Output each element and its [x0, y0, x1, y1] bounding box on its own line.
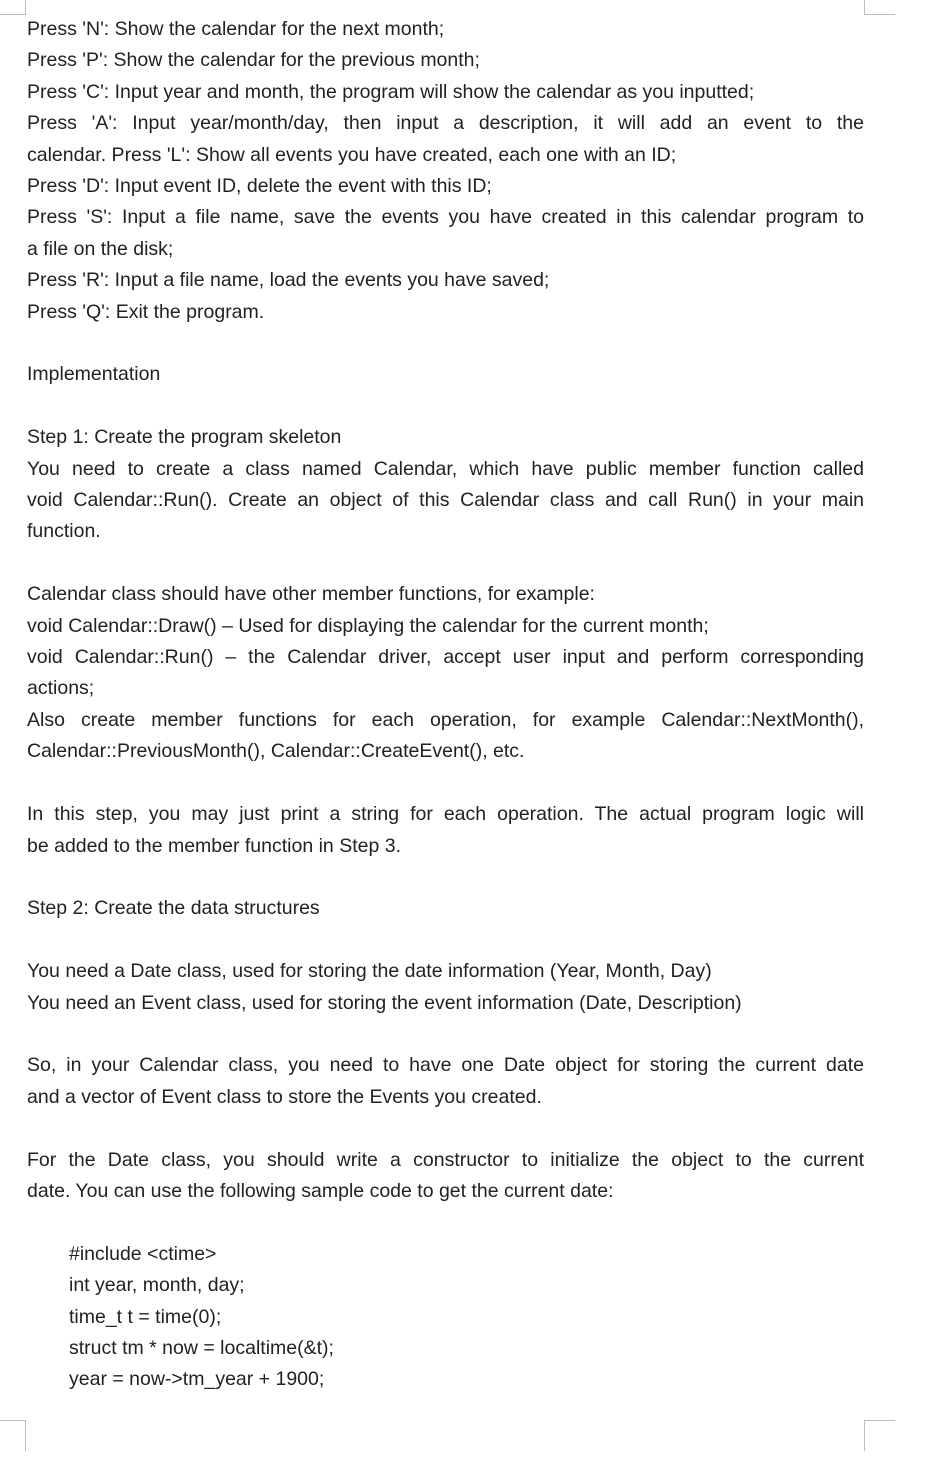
step2-title: : Create the data structures	[83, 897, 320, 920]
paragraph-line: For the Date class, you should write a constructor to initialize the object to the current	[27, 1148, 864, 1171]
command-line: calendar. Press 'L': Show all events you have created, each one with an ID;	[27, 143, 677, 166]
paragraph-line: Calendar::PreviousMonth(), Calendar::CreateEvent(), etc.	[27, 740, 525, 763]
code-line: time_t t = time(0);	[69, 1305, 222, 1328]
paragraph-line: You need a Date class, used for storing the date information (Year, Month, Day)	[27, 960, 712, 983]
command-line: Press 'N': Show the calendar for the next month;	[27, 18, 445, 40]
step1-label: Step 1	[27, 426, 84, 449]
code-sample	[27, 1239, 864, 1396]
code-line: #include <ctime>	[69, 1242, 217, 1265]
code-line: struct tm * now = localtime(&t);	[69, 1336, 334, 1359]
command-line: Press 'R': Input a file name, load the events you have saved;	[27, 269, 550, 292]
command-line: Press 'S': Input a file name, save the events you have created in this calendar program to	[27, 206, 864, 229]
crop-mark-bottom-right	[864, 1420, 895, 1451]
paragraph-line: be added to the member function in Step 3.	[27, 834, 401, 857]
paragraph-line: So, in your Calendar class, you need to have one Date object for storing the current date	[27, 1054, 864, 1077]
command-line: Press 'P': Show the calendar for the previous month;	[27, 49, 480, 72]
paragraph-line: You need to create a class named Calendar, which have public member function called	[27, 457, 864, 480]
paragraph-line: void Calendar::Run() – the Calendar driver, accept user input and perform corresponding	[27, 646, 864, 669]
step2-heading	[27, 893, 864, 924]
code-line: int year, month, day;	[69, 1274, 245, 1297]
paragraph-line: In this step, you may just print a string for each operation. The actual program logic will	[27, 803, 864, 826]
step2-section	[27, 893, 864, 1395]
implementation-heading: Implementation	[27, 363, 161, 386]
code-line: year = now->tm_year + 1900;	[69, 1368, 325, 1391]
command-line: Press 'C': Input year and month, the program will show the calendar as you inputted;	[27, 80, 755, 103]
step1-section	[27, 422, 864, 862]
paragraph-line: actions;	[27, 677, 95, 700]
document-body	[27, 14, 864, 1396]
paragraph-line: void Calendar::Draw() – Used for displaying the calendar for the current month;	[27, 614, 709, 637]
command-list	[27, 14, 864, 328]
step1-title: : Create the program skeleton	[83, 426, 342, 449]
crop-mark-top-left	[0, 0, 26, 15]
command-line: Press 'Q': Exit the program.	[27, 300, 265, 323]
paragraph-line: void Calendar::Run(). Create an object of this Calendar class and call Run() in your main	[27, 489, 864, 512]
command-line: Press 'D': Input event ID, delete the event with this ID;	[27, 175, 492, 198]
step2-label: Step 2	[27, 897, 84, 920]
step1-heading	[27, 422, 864, 453]
command-line: a file on the disk;	[27, 237, 174, 260]
command-line: Press 'A': Input year/month/day, then input a description, it will add an event to the	[27, 112, 864, 135]
crop-mark-top-right	[864, 0, 895, 15]
paragraph-line: function.	[27, 520, 101, 543]
paragraph-line: You need an Event class, used for storing the event information (Date, Description)	[27, 991, 742, 1014]
paragraph-line: Also create member functions for each operation, for example Calendar::NextMonth(),	[27, 708, 864, 731]
paragraph-line: and a vector of Event class to store the Events you created.	[27, 1085, 542, 1108]
paragraph-line: date. You can use the following sample code to get the current date:	[27, 1179, 614, 1202]
paragraph-line: Calendar class should have other member functions, for example:	[27, 583, 595, 606]
crop-mark-bottom-left	[0, 1420, 26, 1451]
